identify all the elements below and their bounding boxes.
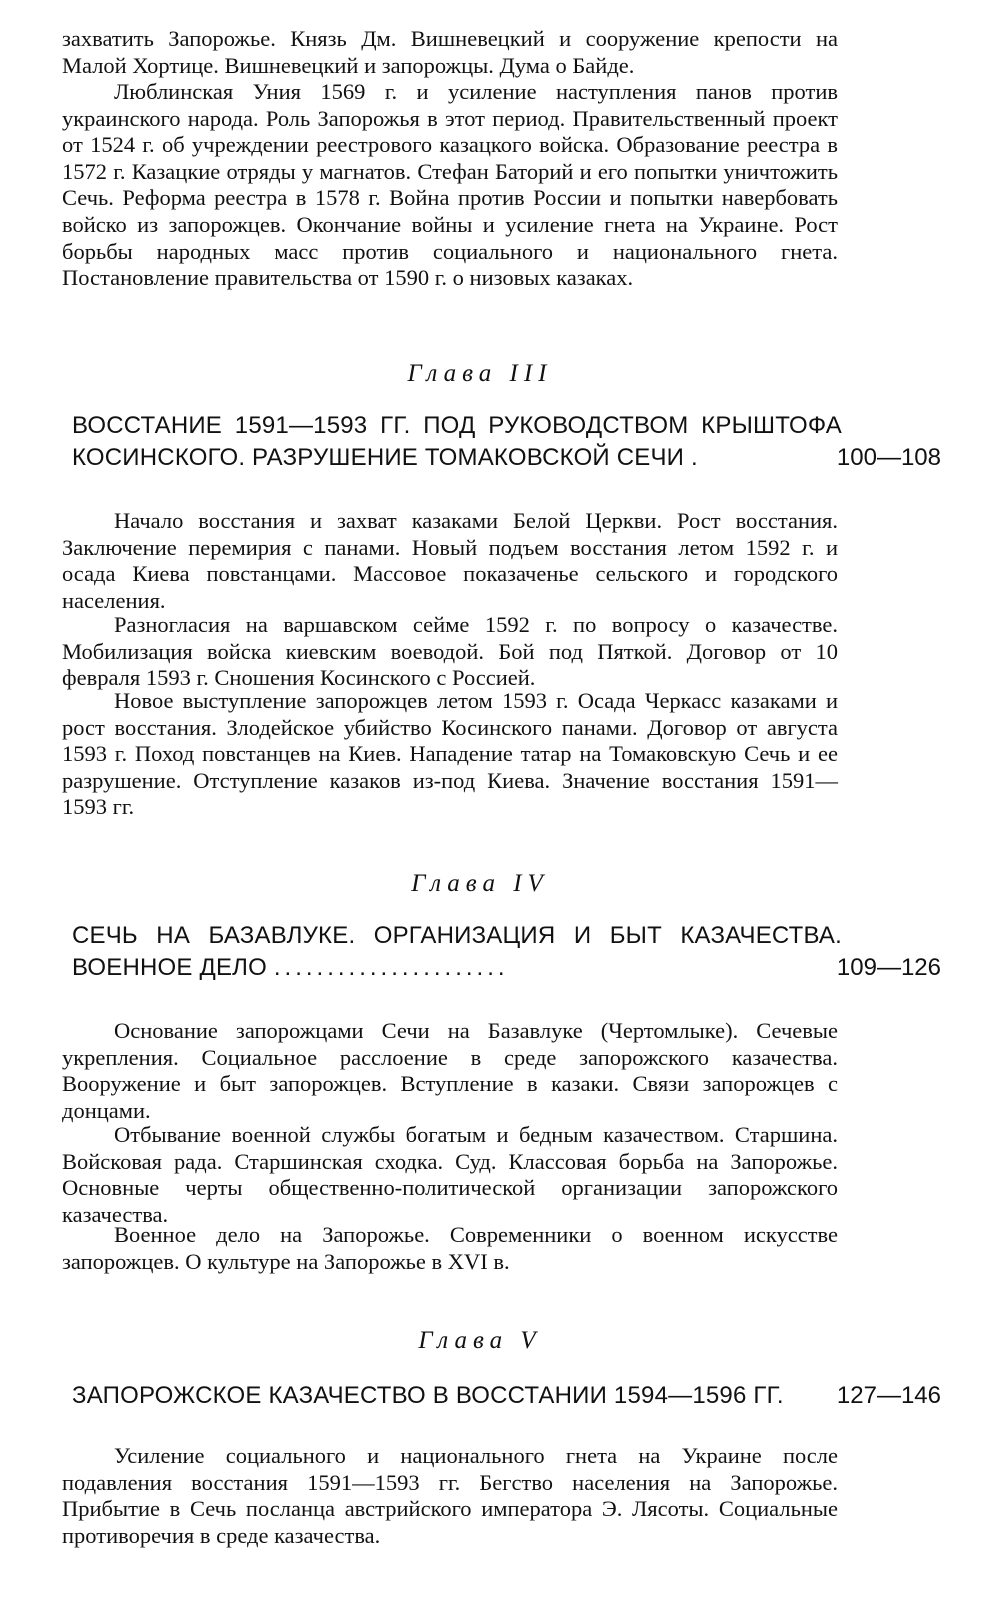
chapter-title <box>72 410 842 474</box>
chapter-label: Глава III <box>407 360 553 387</box>
dot-leader: . <box>691 444 702 471</box>
chapter-paragraph: Разногласия на варшавском сейме 1592 г. по вопросу о казачестве. Мобилизация войска киевским воеводой. Бой под Пяткой. Договор от 10 февраля 1593 г. Сношения Косинского с Россией. <box>62 612 838 691</box>
chapter-paragraph: Новое выступление запорожцев летом 1593 г. Осада Черкасс казаками и рост восстания. Злодейское убийство Косинского панами. Договор от августа 1593 г. Поход повстанцев на Киев. Нападение татар на Томаковскую Сечь и ее разрушение. Отступление казаков из-под Киева. Значение восстания 1591—1593 гг. <box>62 688 838 820</box>
chapter-paragraph: Основание запорожцами Сечи на Базавлуке (Чертомлыке). Сечевые укрепления. Социальное расслоение в среде запорожского казачества. Вооружение и быт запорожцев. Вступление в казаки. Связи запорожцев с донцами. <box>62 1018 838 1123</box>
chapter-title <box>72 920 842 984</box>
chapter-title <box>72 1380 842 1412</box>
chapter-title-text: ВОССТАНИЕ 1591—1593 ГГ. ПОД РУКОВОДСТВОМ КРЫШТОФА КОСИНСКОГО. РАЗРУШЕНИЕ ТОМАКОВСКОЙ СЕЧИ <box>72 412 842 471</box>
chapter-paragraph: Военное дело на Запорожье. Современники о военном искусстве запорожцев. О культуре на Запорожье в XVI в. <box>62 1222 838 1274</box>
chapter-pages: 100—108 <box>836 444 941 471</box>
chapter-label: Глава IV <box>411 870 549 897</box>
intro-paragraph: захватить Запорожье. Князь Дм. Вишневецкий и сооружение крепости на Малой Хортице. Вишневецкий и запорожцы. Дума о Байде. <box>62 26 838 78</box>
chapter-label: Глава V <box>418 1327 542 1354</box>
chapter-pages: 109—126 <box>836 954 941 981</box>
chapter-paragraph: Усиление социального и национального гнета на Украине после подавления восстания 1591—1593 гг. Бегство населения на Запорожье. Прибытие в Сечь посланца австрийского императора Э. Лясоты. Социальные противоречия в среде казачества. <box>62 1443 838 1548</box>
dot-leader: ...................... <box>273 954 509 981</box>
chapter-title-text: СЕЧЬ НА БАЗАВЛУКЕ. ОРГАНИЗАЦИЯ И БЫТ КАЗАЧЕСТВА. ВОЕННОЕ ДЕЛО <box>72 922 842 981</box>
chapter-pages: 127—146 <box>836 1382 941 1409</box>
intro-paragraph: Люблинская Уния 1569 г. и усиление наступления панов против украинского народа. Роль Запорожья в этот период. Правительственный проект от 1524 г. об учреждении реестрового казацкого войска. Образование реестра в 1572 г. Казацкие отряды у магнатов. Стефан Баторий и его попытки уничтожить Сечь. Реформа реестра в 1578 г. Война против России и попытки навербовать войско из запорожцев. Окончание войны и усиление гнета на Украине. Рост борьбы народных масс против социального и национального гнета. Постановление правительства от 1590 г. о низовых казаках. <box>62 79 838 291</box>
chapter-paragraph: Начало восстания и захват казаками Белой Церкви. Рост восстания. Заключение перемирия с панами. Новый подъем восстания летом 1592 г. и осада Киева повстанцами. Массовое показаченье сельского и городского населения. <box>62 508 838 613</box>
chapter-paragraph: Отбывание военной службы богатым и бедным казачеством. Старшина. Войсковая рада. Старшинская сходка. Суд. Классовая борьба на Запорожье. Основные черты общественно-политической организации запорожского казачества. <box>62 1122 838 1227</box>
chapter-title-text: ЗАПОРОЖСКОЕ КАЗАЧЕСТВО В ВОССТАНИИ 1594—1596 ГГ. <box>72 1382 784 1409</box>
